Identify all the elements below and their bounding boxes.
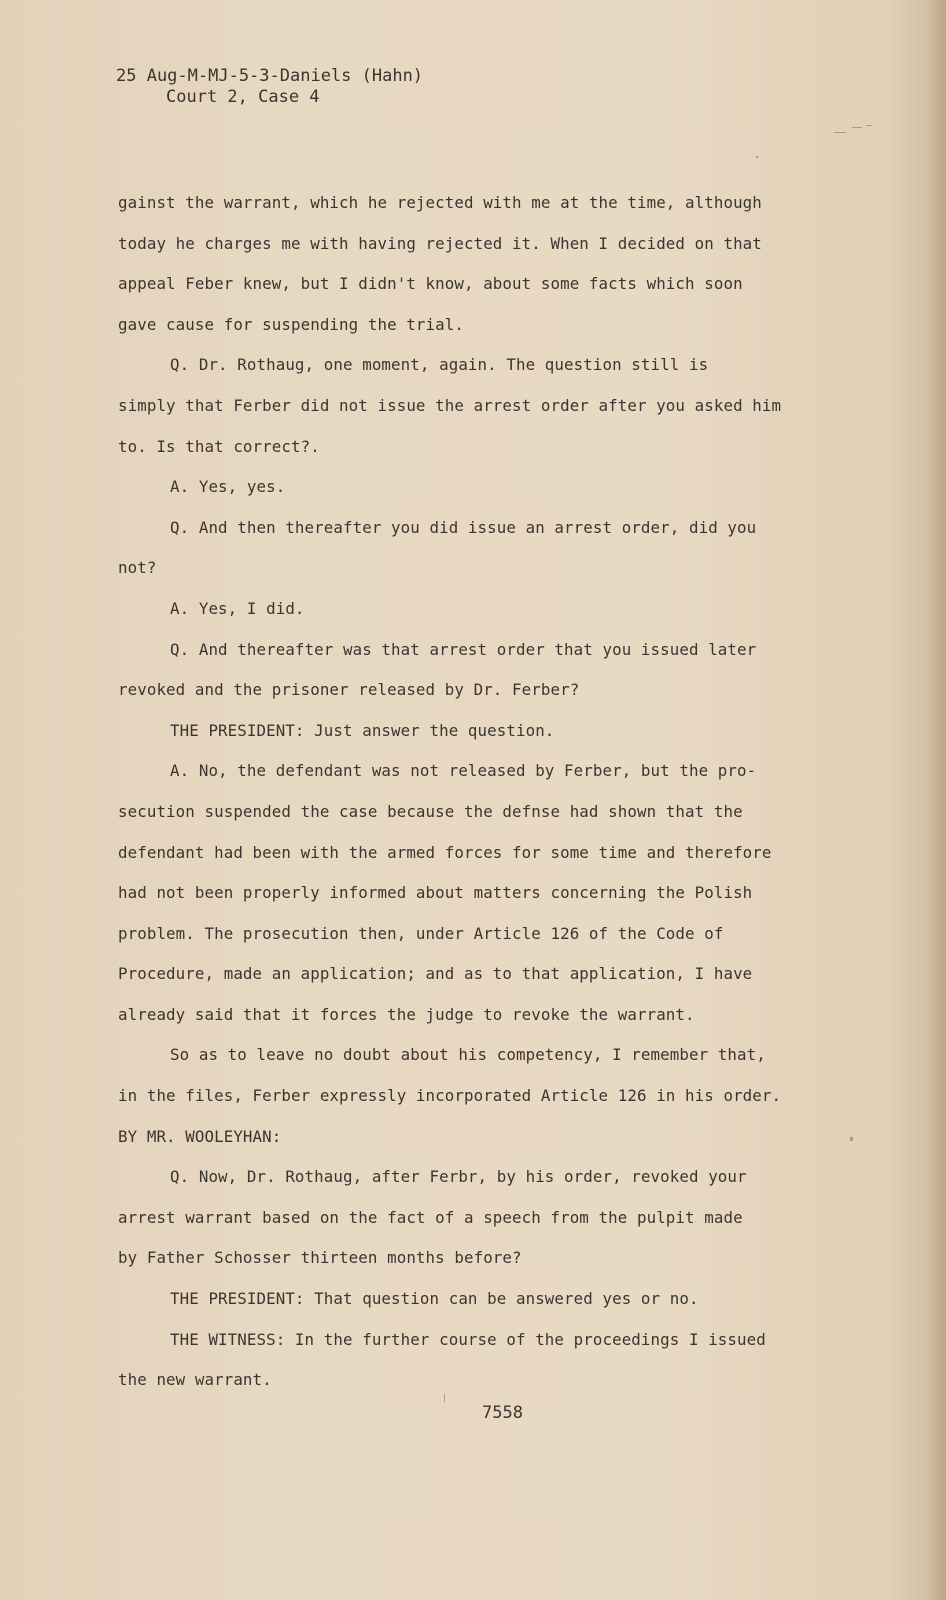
transcript-line: Procedure, made an application; and as to that application, I have xyxy=(118,964,753,984)
pencil-mark xyxy=(866,125,872,126)
page-number: 7558 xyxy=(482,1403,523,1423)
pencil-mark xyxy=(756,156,758,158)
transcript-line: appeal Feber knew, but I didn't know, about some facts which soon xyxy=(118,274,743,294)
transcript-line: A. Yes, yes. xyxy=(170,477,286,497)
transcript-line: gainst the warrant, which he rejected with me at the time, although xyxy=(118,193,762,212)
transcript-line: A. Yes, I did. xyxy=(170,598,305,618)
transcript-line: THE PRESIDENT: That question can be answered yes or no. xyxy=(170,1289,699,1309)
pencil-mark xyxy=(850,1137,853,1141)
transcript-line: not? xyxy=(118,558,157,578)
transcript-line: So as to leave no doubt about his competency, I remember that, xyxy=(170,1045,766,1065)
transcript-body xyxy=(118,183,828,1401)
transcript-line: problem. The prosecution then, under Article 126 of the Code of xyxy=(118,923,724,943)
transcript-line: today he charges me with having rejected it. When I decided on that xyxy=(118,233,762,253)
transcript-line: defendant had been with the armed forces for some time and therefore xyxy=(118,842,772,862)
transcript-line: A. No, the defendant was not released by Ferber, but the pro- xyxy=(170,761,757,781)
transcript-line: THE PRESIDENT: Just answer the question. xyxy=(170,720,555,740)
pencil-mark xyxy=(834,132,846,133)
transcript-line: had not been properly informed about matters concerning the Polish xyxy=(118,883,753,903)
transcript-line: secution suspended the case because the defnse had shown that the xyxy=(118,801,743,821)
transcript-line: simply that Ferber did not issue the arrest order after you asked him xyxy=(118,395,782,415)
transcript-line: in the files, Ferber expressly incorporated Article 126 in his order. xyxy=(118,1086,782,1106)
header-court-case-line: Court 2, Case 4 xyxy=(166,87,320,107)
transcript-line: to. Is that correct?. xyxy=(118,436,320,456)
transcript-line: arrest warrant based on the fact of a speech from the pulpit made xyxy=(118,1207,743,1227)
document-header xyxy=(116,66,423,108)
transcript-line: Q. And then thereafter you did issue an arrest order, did you xyxy=(170,517,757,537)
transcript-line: Q. Dr. Rothaug, one moment, again. The question still is xyxy=(170,355,709,375)
transcript-line: gave cause for suspending the trial. xyxy=(118,314,464,334)
transcript-line: the new warrant. xyxy=(118,1370,272,1390)
header-reference-line: 25 Aug-M-MJ-5-3-Daniels (Hahn) xyxy=(116,66,424,86)
transcript-line: by Father Schosser thirteen months before? xyxy=(118,1248,522,1268)
pencil-mark xyxy=(852,127,862,128)
transcript-line: already said that it forces the judge to revoke the warrant. xyxy=(118,1004,695,1024)
transcript-line: BY MR. WOOLEYHAN: xyxy=(118,1126,282,1146)
transcript-line: Q. And thereafter was that arrest order that you issued later xyxy=(170,639,757,659)
transcript-line: THE WITNESS: In the further course of the proceedings I issued xyxy=(170,1329,766,1349)
pencil-mark xyxy=(444,1394,445,1402)
transcript-line: revoked and the prisoner released by Dr. Ferber? xyxy=(118,680,580,700)
page-edge-shadow xyxy=(926,0,946,1600)
transcript-line: Q. Now, Dr. Rothaug, after Ferbr, by his order, revoked your xyxy=(170,1167,747,1187)
